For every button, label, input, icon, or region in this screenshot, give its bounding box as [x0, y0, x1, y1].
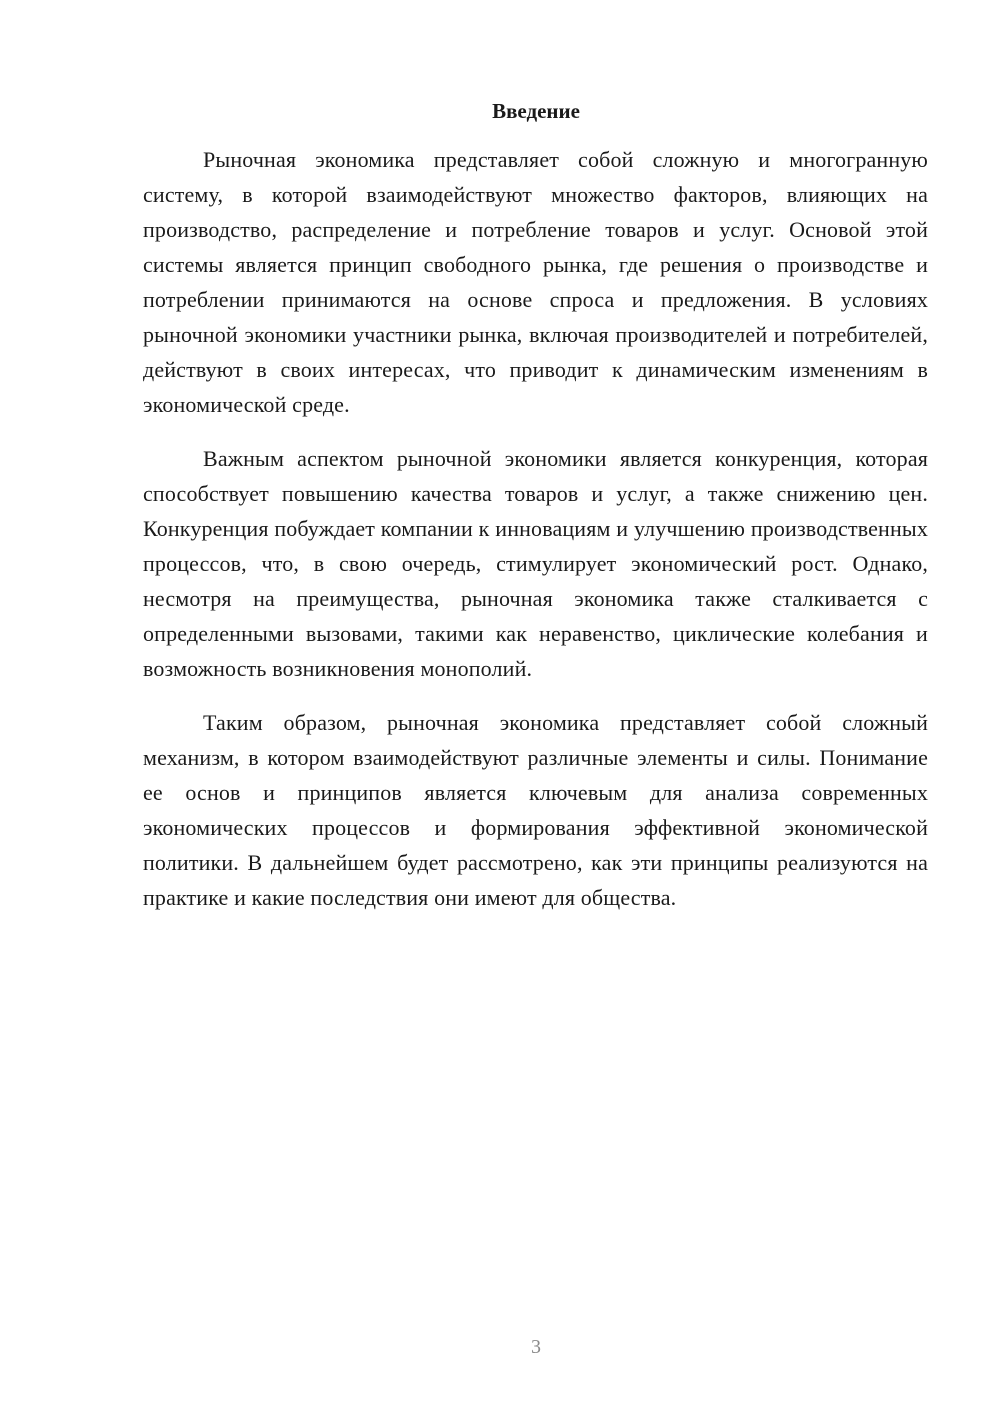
paragraph-1: Рыночная экономика представляет собой сложную и многогранную систему, в которой взаимодействуют множество факторов, влияющих на производство, распределение и потребление товаров и услуг. Основой этой системы является принцип свободного рынка, где решения о производстве и потреблении принимаются на основе спроса и предложения. В условиях рыночной экономики участники рынка, включая производителей и потребителей, действуют в своих интересах, что приводит к динамическим изменениям в экономической среде. [143, 147, 928, 417]
section-heading: Введение [492, 99, 580, 123]
page-number: 3 [531, 1336, 541, 1358]
document-body [143, 142, 928, 934]
paragraph-3: Таким образом, рыночная экономика представляет собой сложный механизм, в котором взаимодействуют различные элементы и силы. Понимание ее основ и принципов является ключевым для анализа современных экономических процессов и формирования эффективной экономической политики. В дальнейшем будет рассмотрено, как эти принципы реализуются на практике и какие последствия они имеют для общества. [143, 710, 928, 910]
paragraph-2: Важным аспектом рыночной экономики является конкуренция, которая способствует повышению качества товаров и услуг, а также снижению цен. Конкуренция побуждает компании к инновациям и улучшению производственных процессов, что, в свою очередь, стимулирует экономический рост. Однако, несмотря на преимущества, рыночная экономика также сталкивается с определенными вызовами, такими как неравенство, циклические колебания и возможность возникновения монополий. [143, 446, 928, 681]
